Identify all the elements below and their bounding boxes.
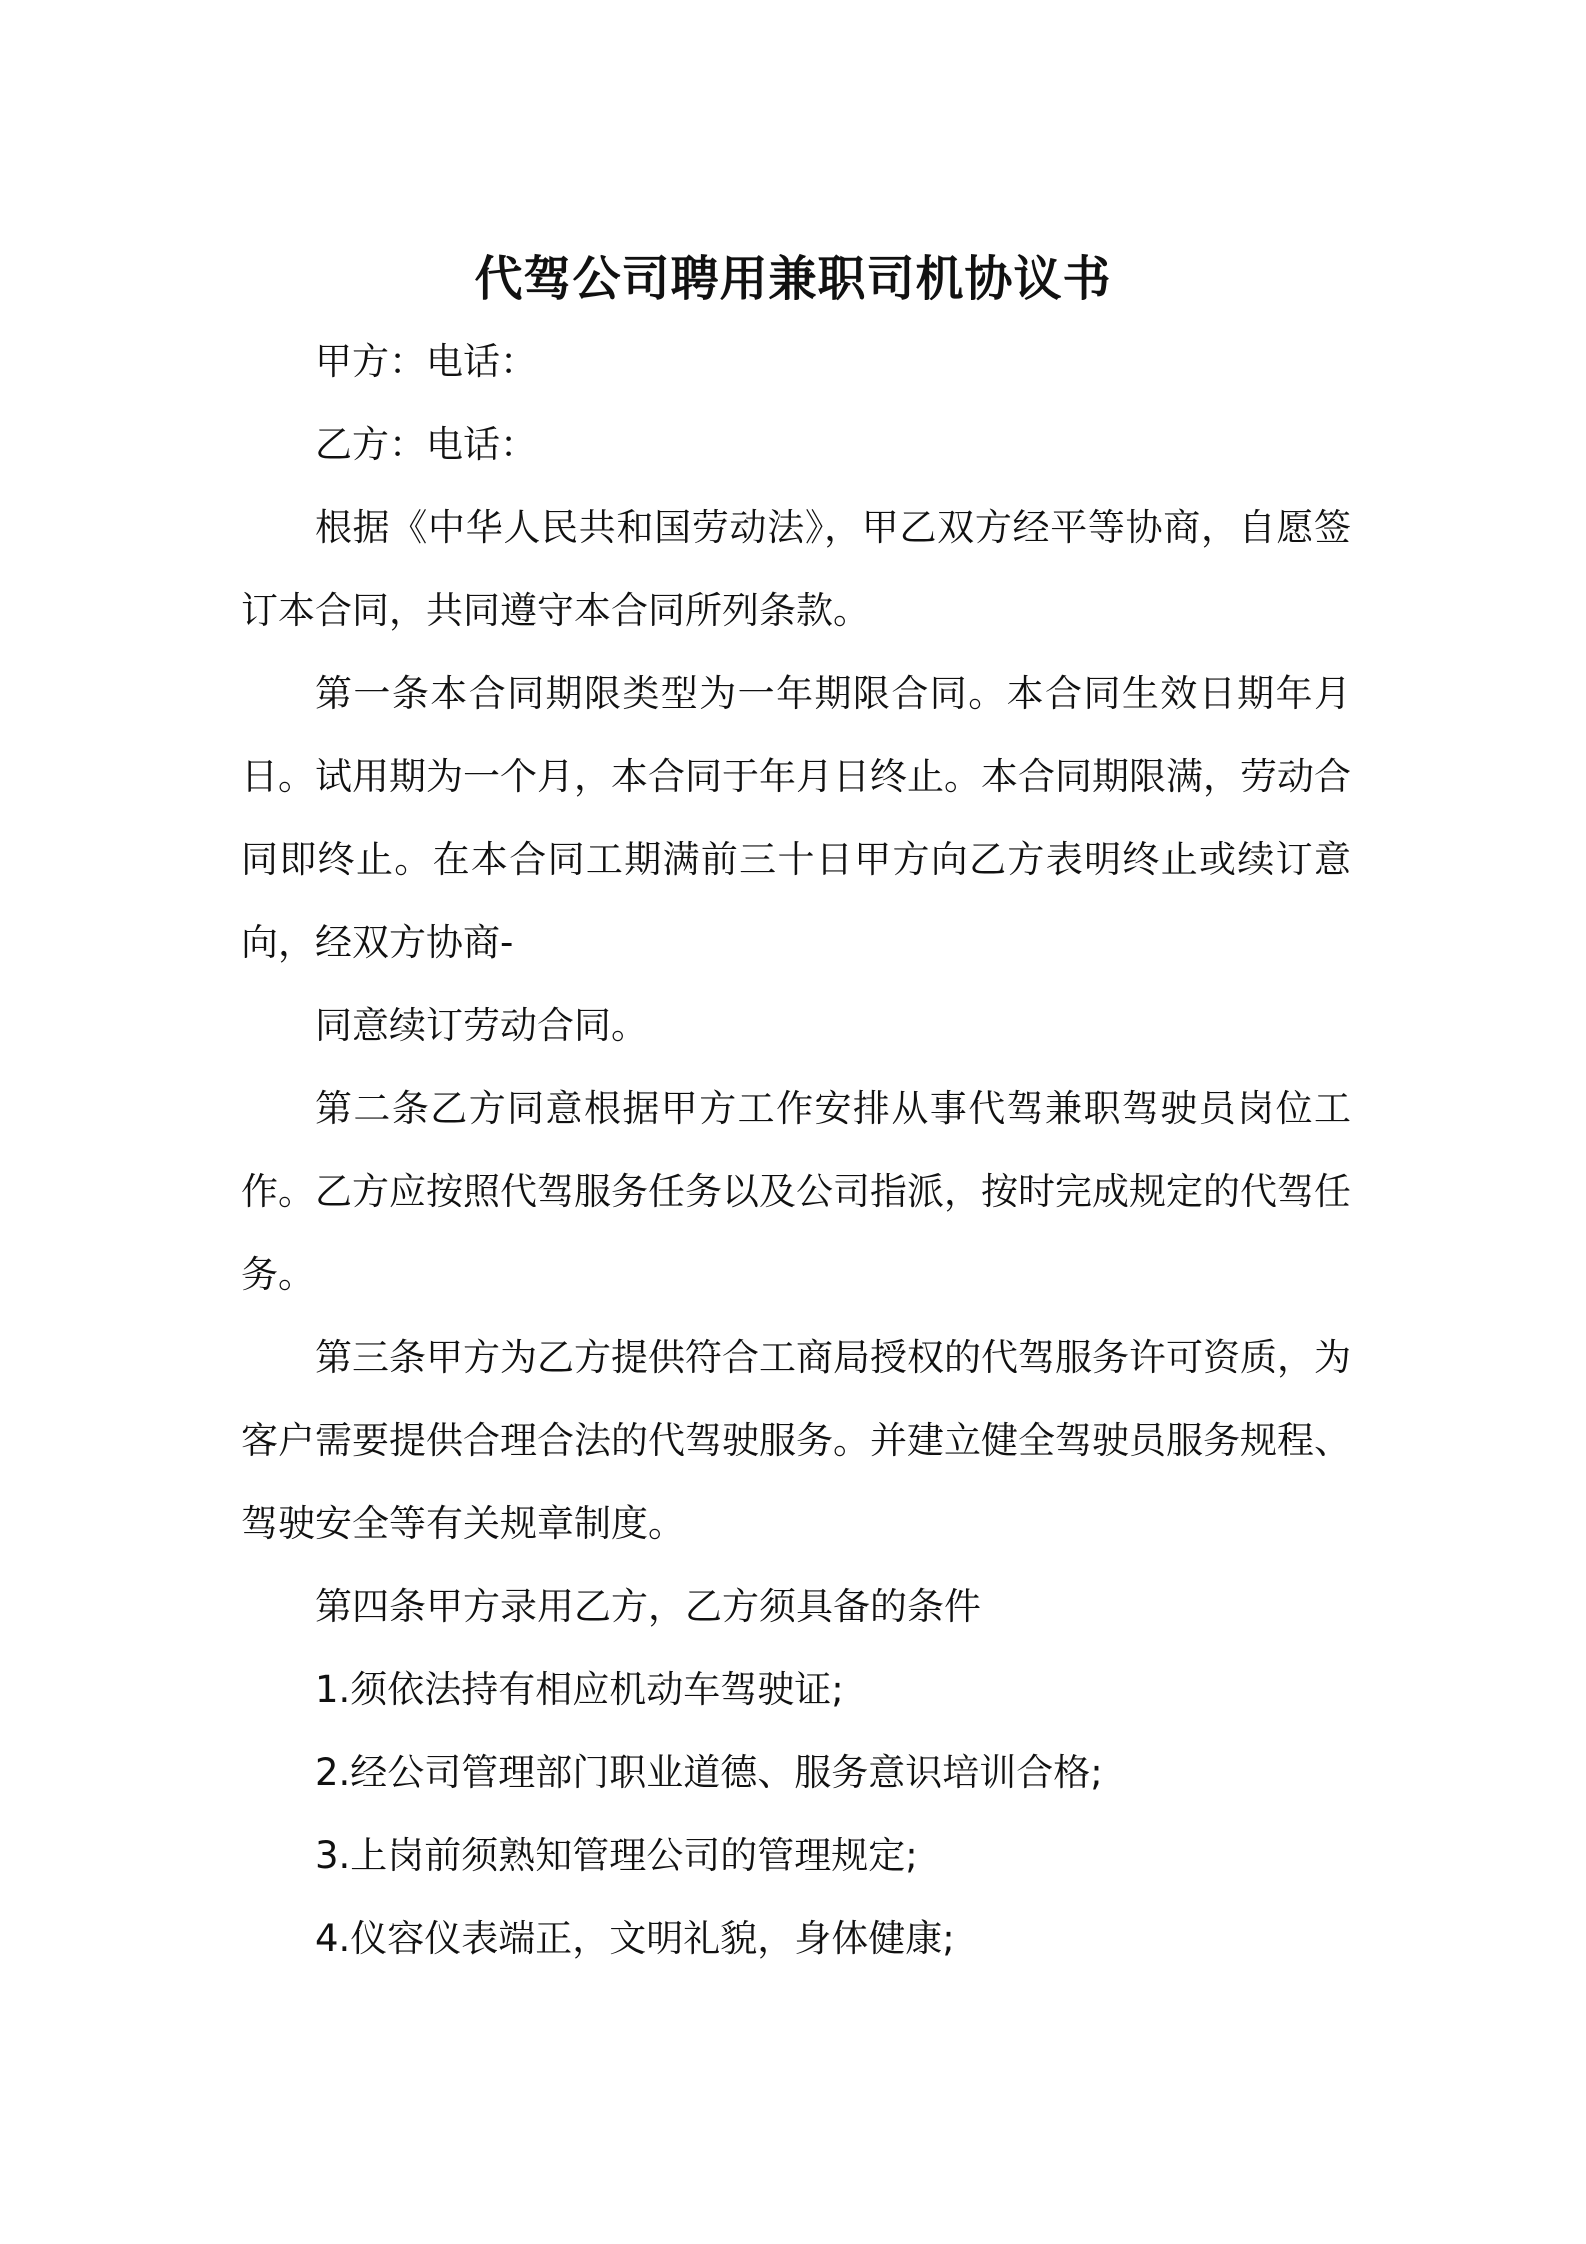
condition-item: 2.经公司管理部门职业道德、服务意识培训合格; (315, 1751, 1103, 1794)
document-title: 代驾公司聘用兼职司机协议书 (474, 251, 1112, 308)
article-1-continuation: 同意续订劳动合同。 (315, 1004, 648, 1047)
article-2-paragraph: 第二条乙方同意根据甲方工作安排从事代驾兼职驾驶员岗位工作。乙方应按照代驾服务任务以及公司指派，按时完成规定的代驾任务。 (241, 1087, 1351, 1296)
party-b-line: 乙方：电话： (315, 423, 537, 466)
article-4-paragraph: 第四条甲方录用乙方，乙方须具备的条件 (315, 1585, 981, 1628)
condition-item: 3.上岗前须熟知管理公司的管理规定; (315, 1834, 918, 1877)
intro-paragraph: 根据《中华人民共和国劳动法》，甲乙双方经平等协商，自愿签订本合同，共同遵守本合同所列条款。 (241, 506, 1351, 632)
document-body (241, 320, 1351, 1980)
condition-item: 1.须依法持有相应机动车驾驶证; (315, 1668, 844, 1711)
article-1-paragraph: 第一条本合同期限类型为一年期限合同。本合同生效日期年月日。试用期为一个月，本合同于年月日终止。本合同期限满，劳动合同即终止。在本合同工期满前三十日甲方向乙方表明终止或续订意向，经双方协商- (241, 672, 1351, 964)
condition-item: 4.仪容仪表端正，文明礼貌，身体健康; (315, 1917, 955, 1960)
party-a-line: 甲方：电话： (315, 340, 537, 383)
article-3-paragraph: 第三条甲方为乙方提供符合工商局授权的代驾服务许可资质，为客户需要提供合理合法的代驾驶服务。并建立健全驾驶员服务规程、驾驶安全等有关规章制度。 (241, 1336, 1351, 1545)
